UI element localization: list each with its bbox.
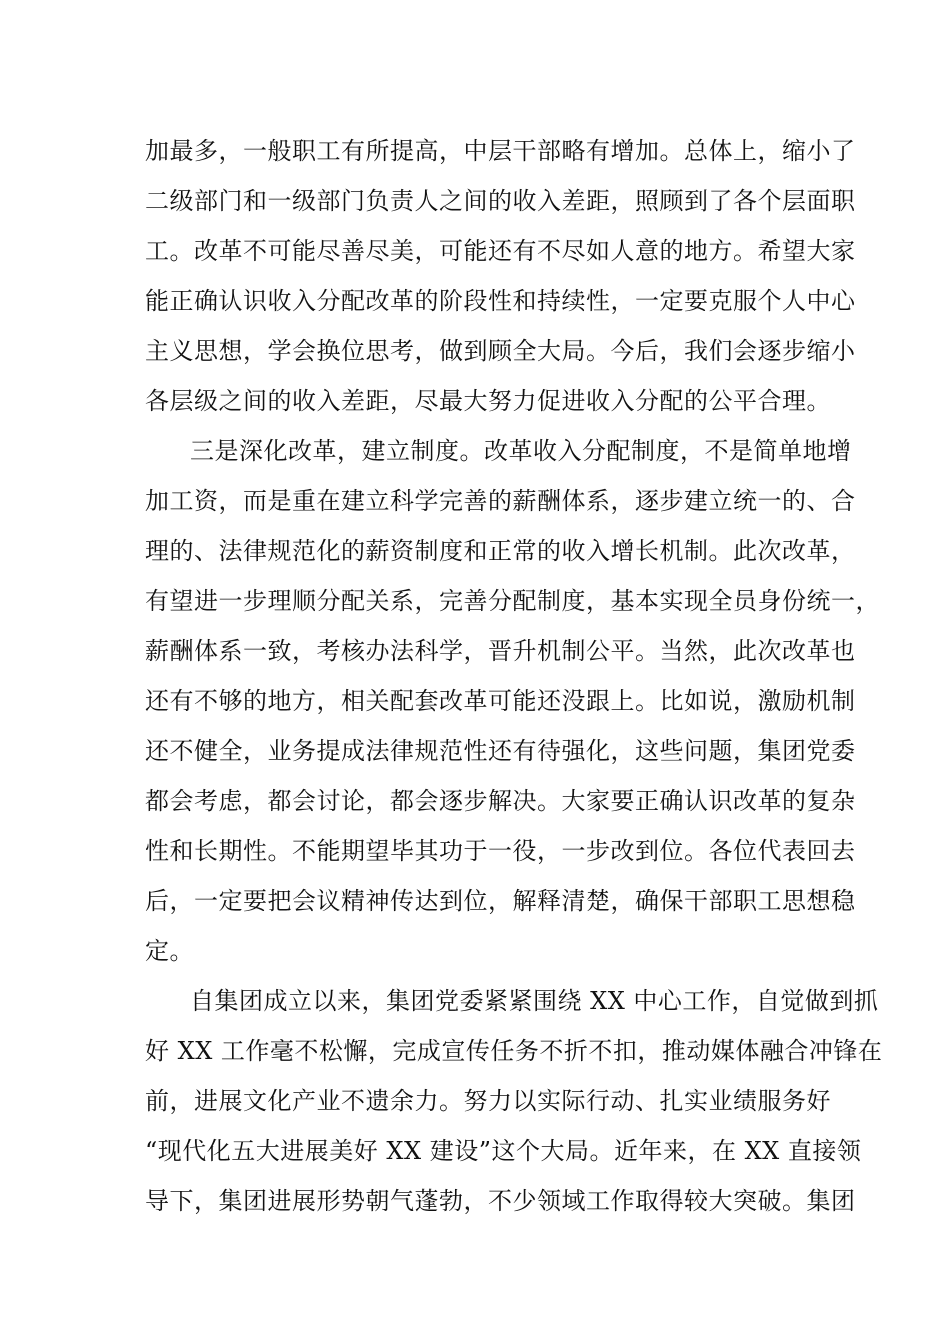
text-line: 有望进一步理顺分配关系，完善分配制度，基本实现全员身份统一，: [145, 587, 880, 615]
text-line: 好 XX 工作毫不松懈，完成宣传任务不折不扣，推动媒体融合冲锋在: [145, 1037, 883, 1065]
text-line: 能正确认识收入分配改革的阶段性和持续性，一定要克服个人中心: [145, 287, 856, 315]
text-line: 前，进展文化产业不遗余力。努力以实际行动、扎实业绩服务好: [145, 1087, 831, 1115]
text-line: 定。: [145, 937, 194, 965]
text-line: 三是深化改革，建立制度。改革收入分配制度，不是简单地增: [190, 437, 852, 465]
text-line: 薪酬体系一致，考核办法科学，晋升机制公平。当然，此次改革也: [145, 637, 856, 665]
text-line: 主义思想，学会换位思考，做到顾全大局。今后，我们会逐步缩小: [145, 337, 856, 365]
text-line: 加工资，而是重在建立科学完善的薪酬体系，逐步建立统一的、合: [145, 487, 856, 515]
text-line: 二级部门和一级部门负责人之间的收入差距，照顾到了各个层面职: [145, 187, 856, 215]
text-line: 理的、法律规范化的薪资制度和正常的收入增长机制。此次改革，: [145, 537, 856, 565]
text-line: 后，一定要把会议精神传达到位，解释清楚，确保干部职工思想稳: [145, 887, 856, 915]
text-line: 自集团成立以来，集团党委紧紧围绕 XX 中心工作，自觉做到抓: [190, 987, 879, 1015]
text-line: 都会考虑，都会讨论，都会逐步解决。大家要正确认识改革的复杂: [145, 787, 856, 815]
text-line: 还有不够的地方，相关配套改革可能还没跟上。比如说，激励机制: [145, 687, 856, 715]
text-line: 加最多，一般职工有所提高，中层干部略有增加。总体上，缩小了: [145, 137, 856, 165]
text-line: 还不健全，业务提成法律规范性还有待强化，这些问题，集团党委: [145, 737, 856, 765]
text-line: 导下，集团进展形势朝气蓬勃，不少领域工作取得较大突破。集团: [145, 1187, 856, 1215]
text-line: 工。改革不可能尽善尽美，可能还有不尽如人意的地方。希望大家: [145, 237, 856, 265]
text-line: “现代化五大进展美好 XX 建设”这个大局。近年来，在 XX 直接领: [145, 1137, 862, 1165]
text-line: 性和长期性。不能期望毕其功于一役，一步改到位。各位代表回去: [145, 837, 856, 865]
text-line: 各层级之间的收入差距，尽最大努力促进收入分配的公平合理。: [145, 387, 831, 415]
